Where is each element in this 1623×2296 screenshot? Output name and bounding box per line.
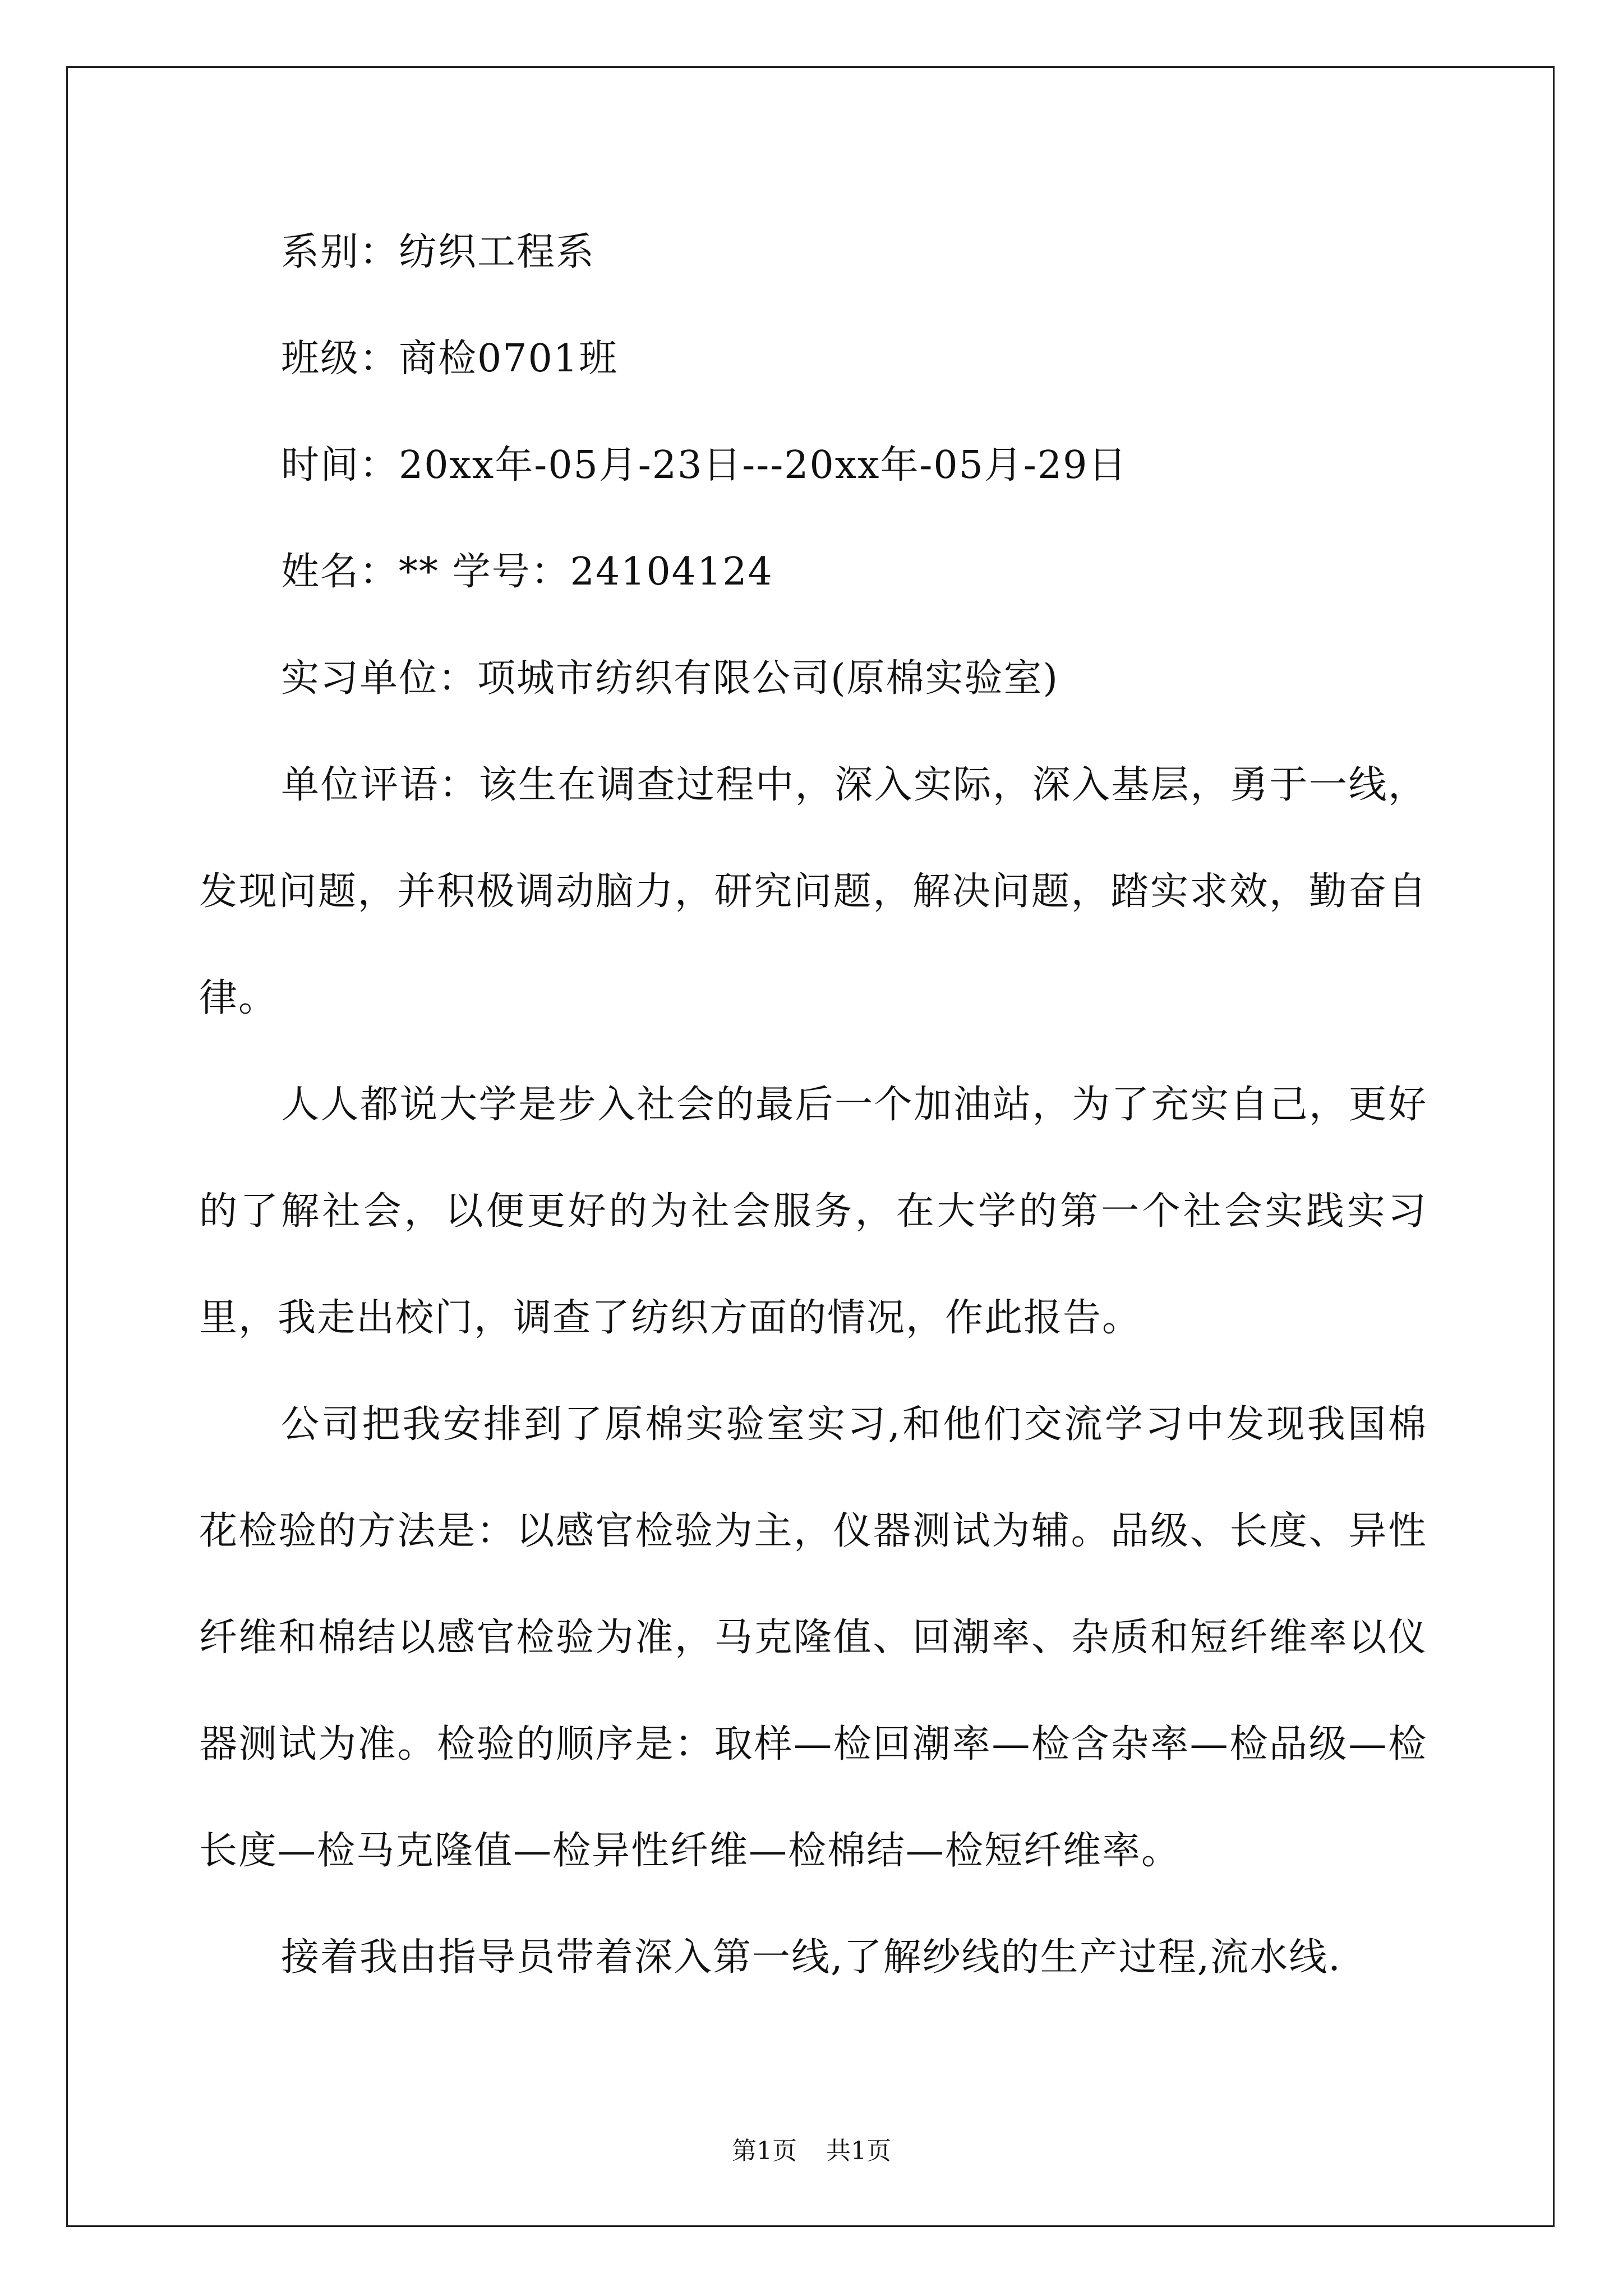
field-internship-unit (199, 625, 1427, 732)
paragraph-intro: 人人都说大学是步入社会的最后一个加油站，为了充实自己，更好的了解社会，以便更好的为社会服务，在大学的第一个社会实践实习里，我走出校门，调查了纺织方面的情况，作此报告。 (199, 1083, 1427, 1340)
field-label: 系别： (281, 230, 399, 274)
field-time (199, 412, 1427, 519)
paragraph-unit-comment: 单位评语：该生在调查过程中，深入实际，深入基层，勇于一线，发现问题，并积极调动脑力，研究问题，解决问题，踏实求效，勤奋自律。 (199, 763, 1427, 1020)
field-value: 纺织工程系 (399, 230, 596, 274)
field-value: 项城市纺织有限公司(原棉实验室) (477, 656, 1059, 701)
field-name (199, 519, 1427, 625)
field-class (199, 306, 1427, 412)
field-value: 商检0701班 (399, 337, 619, 381)
field-label: 时间： (281, 443, 399, 487)
paragraph-cotton-inspection: 公司把我安排到了原棉实验室实习,和他们交流学习中发现我国棉花检验的方法是：以感官检验为主，仪器测试为辅。品级、长度、异性纤维和棉结以感官检验为准，马克隆值、回潮率、杂质和短纤维率以仪器测试为准。检验的顺序是：取样—检回潮率—检含杂率—检品级—检长度—检马克隆值—检异性纤维—检棉结—检短纤维率。 (199, 1402, 1427, 1873)
document-body (199, 199, 1427, 2011)
field-label: 姓名： (281, 550, 399, 594)
field-value: ** 学号：24104124 (399, 550, 773, 594)
field-value: 20xx年-05月-23日---20xx年-05月-29日 (399, 443, 1128, 487)
page-number: 第1页 (732, 2137, 797, 2165)
field-department (199, 199, 1427, 306)
page-total: 共1页 (826, 2137, 891, 2165)
field-label: 实习单位： (281, 656, 478, 701)
field-label: 班级： (281, 337, 399, 381)
page-footer (0, 2134, 1623, 2168)
paragraph-production-line: 接着我由指导员带着深入第一线,了解纱线的生产过程,流水线. (281, 1935, 1341, 1980)
